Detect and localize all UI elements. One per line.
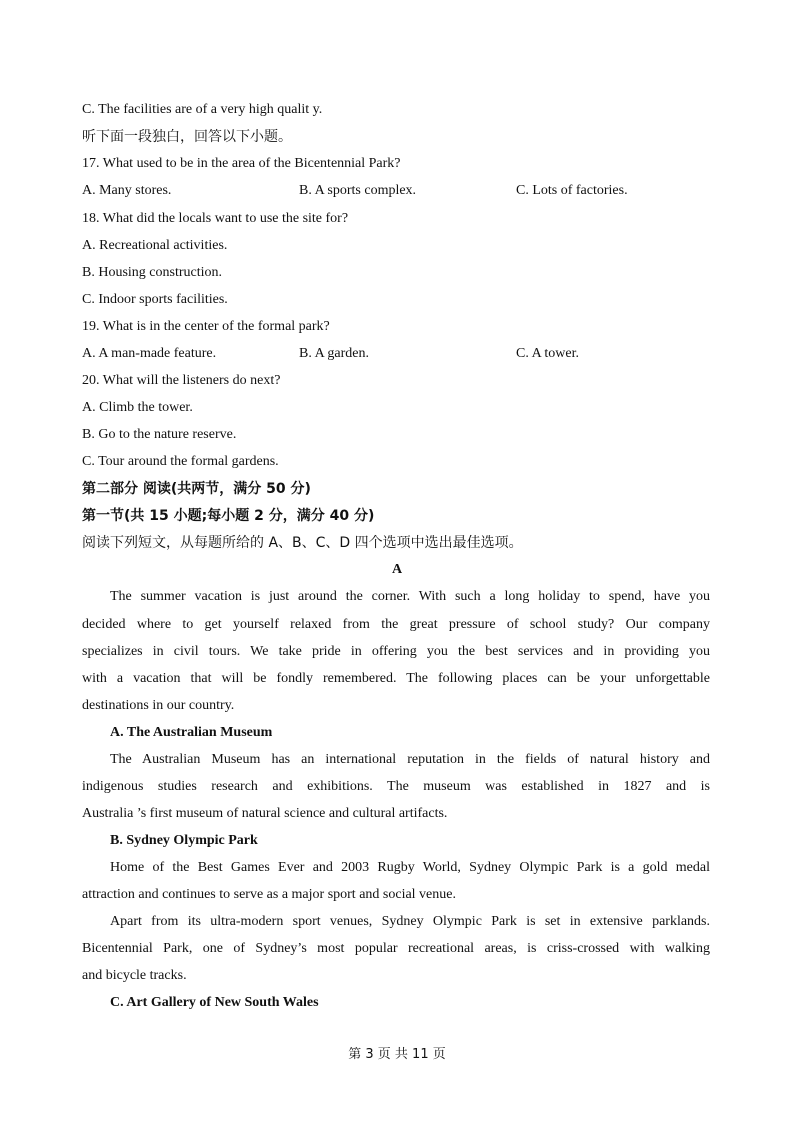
question-18-option-a: A. Recreational activities.: [82, 238, 228, 253]
question-19: 19. What is in the center of the formal park?: [82, 319, 330, 334]
option-a: A. Many stores.: [82, 183, 172, 198]
paragraph-line: Bicentennial Park, one of Sydney’s most popular recreational areas, is criss-crossed with walking: [82, 941, 710, 956]
page-number-footer: 第 3 页 共 11 页: [348, 1047, 446, 1062]
listening-instruction: 听下面一段独白，回答以下小题。: [82, 129, 292, 145]
paragraph-line: Apart from its ultra-modern sport venues, Sydney Olympic Park is set in extensive parklands.: [110, 914, 710, 929]
option-a: A. A man-made feature.: [82, 346, 217, 361]
reading-instruction: 阅读下列短文，从每题所给的 A、B、C、D 四个选项中选出最佳选项。: [82, 535, 523, 551]
passage-label: A: [391, 562, 403, 577]
paragraph-line: indigenous studies research and exhibitions. The museum was established in 1827 and is: [82, 779, 710, 794]
question-20: 20. What will the listeners do next?: [82, 373, 281, 388]
option-b: B. A garden.: [299, 346, 369, 361]
option-b: B. A sports complex.: [299, 183, 417, 198]
paragraph-line: attraction and continues to serve as a major sport and social venue.: [82, 887, 456, 902]
paragraph-line: decided where to get yourself relaxed from the great pressure of school study? Our company: [82, 617, 710, 632]
section-one-heading: 第一节(共 15 小题;每小题 2 分，满分 40 分): [82, 508, 375, 524]
question-19-options: [82, 344, 642, 364]
heading-australian-museum: A. The Australian Museum: [110, 725, 273, 740]
question-20-option-b: B. Go to the nature reserve.: [82, 427, 237, 442]
q16-option-c: C. The facilities are of a very high qualit y.: [82, 102, 323, 117]
question-20-option-a: A. Climb the tower.: [82, 400, 193, 415]
paragraph-line: specializes in civil tours. We take pride in offering you the best services and in providing you: [82, 644, 710, 659]
paragraph-line: Australia ’s first museum of natural science and cultural artifacts.: [82, 806, 448, 821]
question-18-option-b: B. Housing construction.: [82, 265, 222, 280]
heading-art-gallery: C. Art Gallery of New South Wales: [110, 995, 319, 1010]
question-18: 18. What did the locals want to use the site for?: [82, 211, 349, 226]
heading-olympic-park: B. Sydney Olympic Park: [110, 833, 258, 848]
question-18-option-c: C. Indoor sports facilities.: [82, 292, 228, 307]
paragraph-line: with a vacation that will be fondly remembered. The following places can be your unforgettable: [82, 671, 710, 686]
paragraph-line: The Australian Museum has an international reputation in the fields of natural history and: [110, 752, 710, 767]
option-c: C. A tower.: [516, 346, 580, 361]
question-20-option-c: C. Tour around the formal gardens.: [82, 454, 279, 469]
question-17-options: [82, 181, 642, 201]
option-c: C. Lots of factories.: [516, 183, 628, 198]
paragraph-line: The summer vacation is just around the corner. With such a long holiday to spend, have you: [110, 589, 710, 604]
part-two-heading: 第二部分 阅读(共两节，满分 50 分): [82, 481, 311, 497]
paragraph-line: destinations in our country.: [82, 698, 235, 713]
paragraph-line: Home of the Best Games Ever and 2003 Rugby World, Sydney Olympic Park is a gold medal: [110, 860, 710, 875]
question-17: 17. What used to be in the area of the Bicentennial Park?: [82, 156, 401, 171]
paragraph-line: and bicycle tracks.: [82, 968, 187, 983]
